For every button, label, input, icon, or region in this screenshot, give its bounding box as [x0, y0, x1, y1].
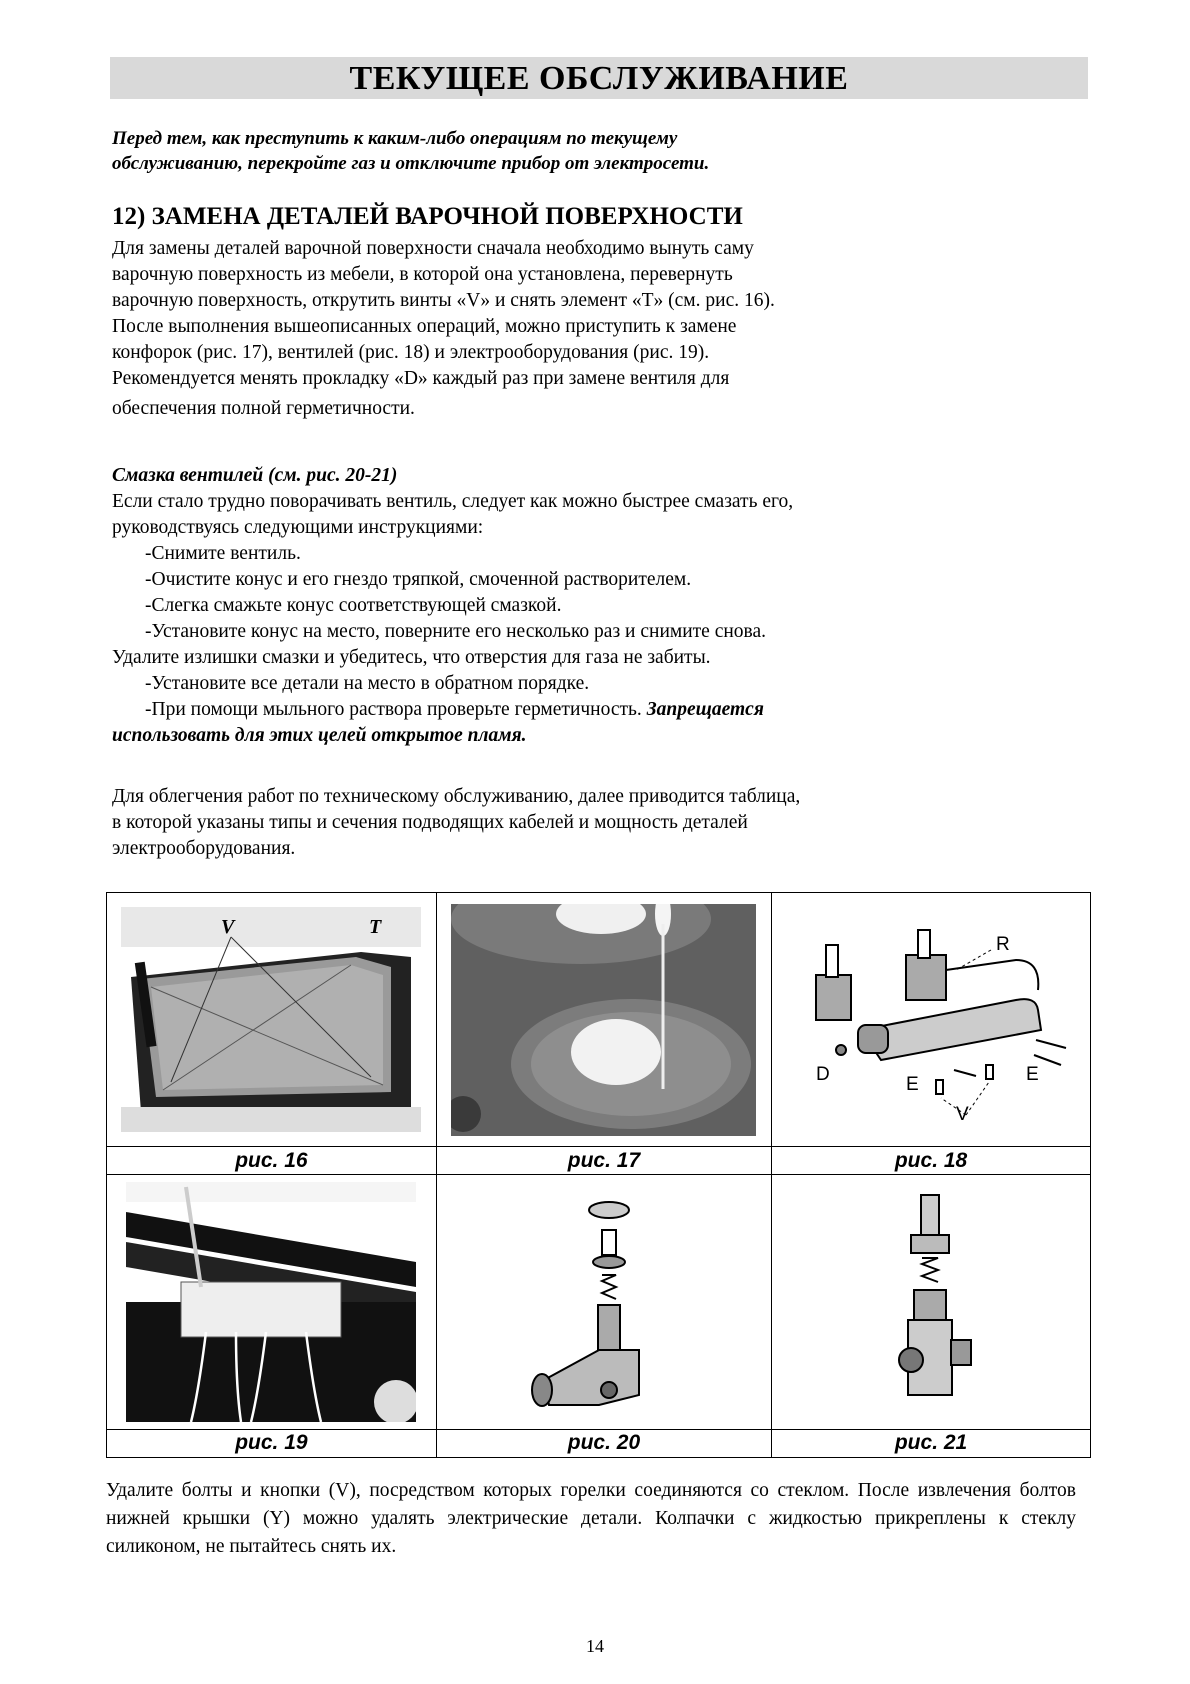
label-v: V	[221, 916, 235, 939]
figure-16	[107, 893, 437, 1147]
caption-fig19: рис. 19	[107, 1429, 437, 1457]
body-line: конфорок (рис. 17), вентилей (рис. 18) и электрооборудования (рис. 19).	[112, 342, 710, 363]
instruction-step: -Установите все детали на место в обратном порядке.	[145, 673, 590, 694]
body-line: варочную поверхность из мебели, в которой она установлена, перевернуть	[112, 264, 733, 285]
figure-grid	[106, 892, 1091, 1458]
warning-line: обслуживанию, перекройте газ и отключите прибор от электросети.	[112, 153, 710, 174]
body-line: Для замены деталей варочной поверхности сначала необходимо вынуть саму	[112, 238, 754, 259]
lubrication-section	[112, 463, 1052, 749]
electrical-photo	[126, 1182, 416, 1422]
caption-fig17: рис. 17	[436, 1147, 771, 1175]
body-line: Рекомендуется менять прокладку «D» каждый раз при замене вентиля для	[112, 368, 730, 389]
label-r: R	[996, 933, 1010, 955]
hob-underside-photo	[121, 907, 421, 1132]
figure-20	[436, 1175, 771, 1429]
body-line: Удалите излишки смазки и убедитесь, что отверстия для газа не забиты.	[112, 647, 711, 668]
instruction-step: -Слегка смажьте конус соответствующей смазкой.	[145, 595, 562, 616]
body-line: После выполнения вышеописанных операций, можно приступить к замене	[112, 316, 737, 337]
section-heading: 12) ЗАМЕНА ДЕТАЛЕЙ ВАРОЧНОЙ ПОВЕРХНОСТИ	[112, 203, 743, 230]
body-line: в которой указаны типы и сечения подводящих кабелей и мощность деталей	[112, 812, 748, 833]
valve-exploded-drawing	[514, 1190, 694, 1415]
prohibition-text: использовать для этих целей открытое пламя.	[112, 725, 527, 746]
section-body	[112, 236, 1052, 422]
subsection-heading: Смазка вентилей (см. рис. 20-21)	[112, 465, 398, 486]
caption-fig20: рис. 20	[436, 1429, 771, 1457]
figure-21	[772, 1175, 1091, 1429]
bottom-paragraph: Удалите болты и кнопки (V), посредством которых горелки соединяются со стеклом. После извлечения болтов нижней крышки (Y) можно удалять электрические детали. Колпачки с жидкостью прикреплены к стеклу силиконом, не пытайтесь снять их.	[106, 1480, 1076, 1557]
body-line: руководствуясь следующими инструкциями:	[112, 517, 484, 538]
safety-warning	[112, 126, 1012, 176]
caption-fig18: рис. 18	[772, 1147, 1091, 1175]
page-title: ТЕКУЩЕЕ ОБСЛУЖИВАНИЕ	[349, 60, 849, 97]
warning-line: Перед тем, как преступить к каким-либо операциям по текущему	[112, 128, 678, 149]
label-t: T	[369, 916, 382, 939]
valve-diagram	[786, 920, 1076, 1120]
figure-18	[772, 893, 1091, 1147]
body-line: Если стало трудно поворачивать вентиль, следует как можно быстрее смазать его,	[112, 491, 794, 512]
body-line: варочную поверхность, открутить винты «V» и снять элемент «T» (см. рис. 16).	[112, 290, 775, 311]
caption-fig16: рис. 16	[107, 1147, 437, 1175]
table-intro	[112, 784, 1052, 862]
step-text: -При помощи мыльного раствора проверьте герметичность.	[145, 699, 647, 720]
valve-assembled-drawing	[856, 1190, 1006, 1415]
caption-fig21: рис. 21	[772, 1429, 1091, 1457]
instruction-step: -Снимите вентиль.	[145, 543, 301, 564]
label-e: E	[906, 1073, 919, 1095]
prohibition-text: Запрещается	[646, 699, 764, 720]
page-number: 14	[586, 1636, 604, 1656]
page-title-bar	[110, 57, 1088, 99]
label-d: D	[816, 1063, 830, 1085]
body-line: обеспечения полной герметичности.	[112, 398, 415, 419]
body-line: электрооборудования.	[112, 838, 296, 859]
label-e: E	[1026, 1063, 1039, 1085]
burner-photo	[451, 904, 756, 1136]
figure-19	[107, 1175, 437, 1429]
label-v: V	[956, 1103, 969, 1120]
instruction-step: -Установите конус на место, поверните его несколько раз и снимите снова.	[145, 621, 767, 642]
body-line: Для облегчения работ по техническому обслуживанию, далее приводится таблица,	[112, 786, 801, 807]
instruction-step: -Очистите конус и его гнездо тряпкой, смоченной растворителем.	[145, 569, 692, 590]
instruction-step	[112, 697, 1052, 723]
figure-17	[436, 893, 771, 1147]
